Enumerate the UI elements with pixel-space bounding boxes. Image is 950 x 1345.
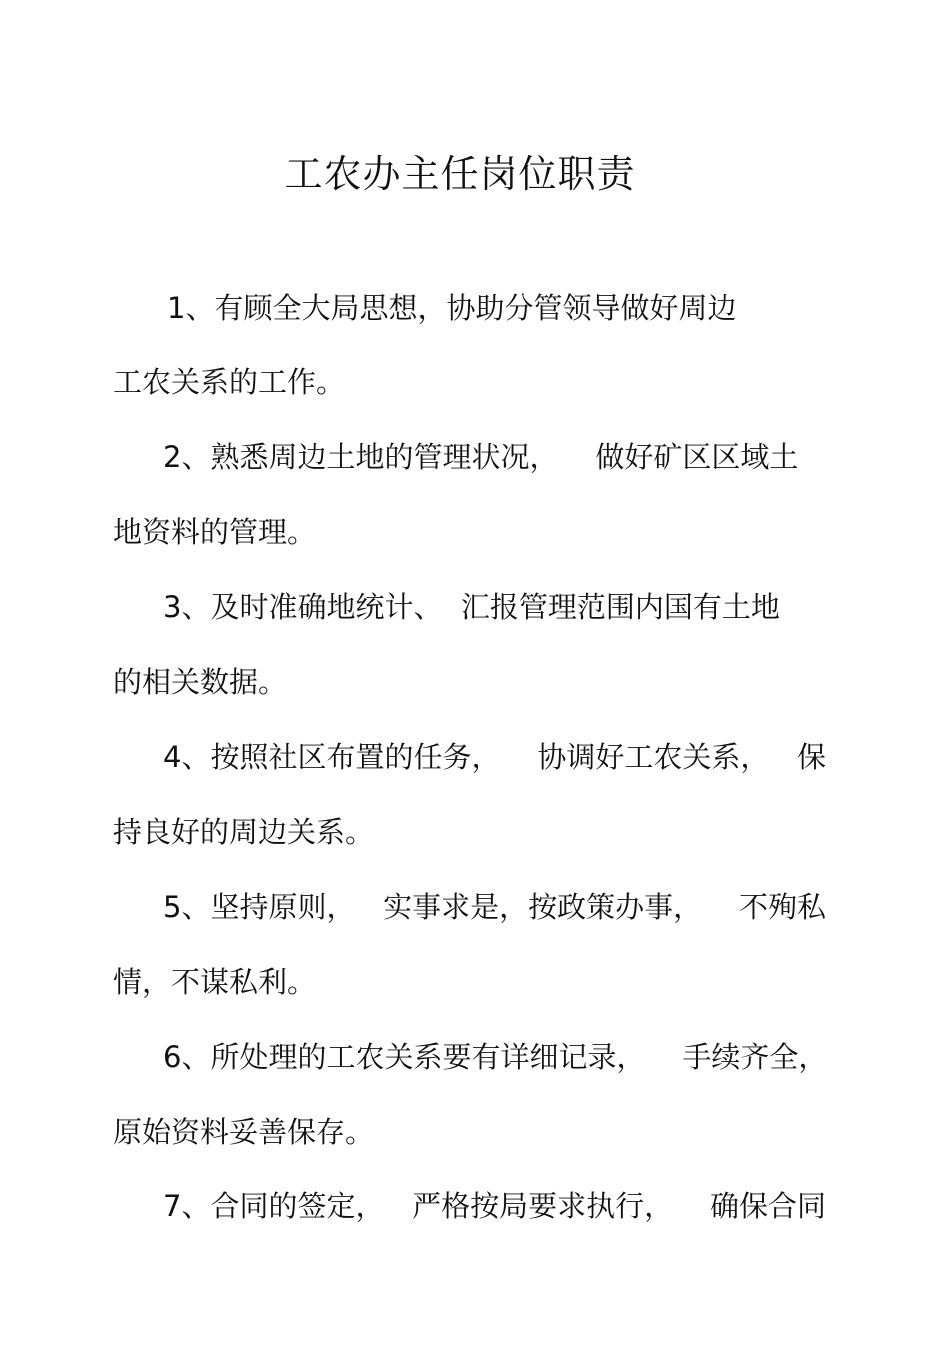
item-3-line-1: 3、及时准确地统计、 汇报管理范围内国有土地 (163, 590, 780, 624)
item-5-line-1: 5、坚持原则， 实事求是，按政策办事， 不殉私 (163, 890, 826, 924)
item-1-line-1: 1、有顾全大局思想，协助分管领导做好周边 (167, 291, 737, 325)
item-4-line-2: 持良好的周边关系。 (113, 815, 375, 849)
item-4-line-1: 4、按照社区布置的任务， 协调好工农关系， 保 (163, 740, 826, 774)
item-7-line-1: 7、合同的签定， 严格按局要求执行， 确保合同 (163, 1189, 826, 1223)
item-5-line-2: 情，不谋私利。 (113, 965, 317, 999)
item-3-line-2: 的相关数据。 (113, 665, 288, 699)
item-2-line-1: 2、熟悉周边土地的管理状况， 做好矿区区域土 (163, 440, 799, 474)
item-6-line-1: 6、所处理的工农关系要有详细记录， 手续齐全， (163, 1040, 828, 1074)
document-title: 工农办主任岗位职责 (284, 152, 636, 196)
item-2-line-2: 地资料的管理。 (113, 515, 317, 549)
item-6-line-2: 原始资料妥善保存。 (113, 1115, 375, 1149)
item-1-line-2: 工农关系的工作。 (113, 365, 346, 399)
